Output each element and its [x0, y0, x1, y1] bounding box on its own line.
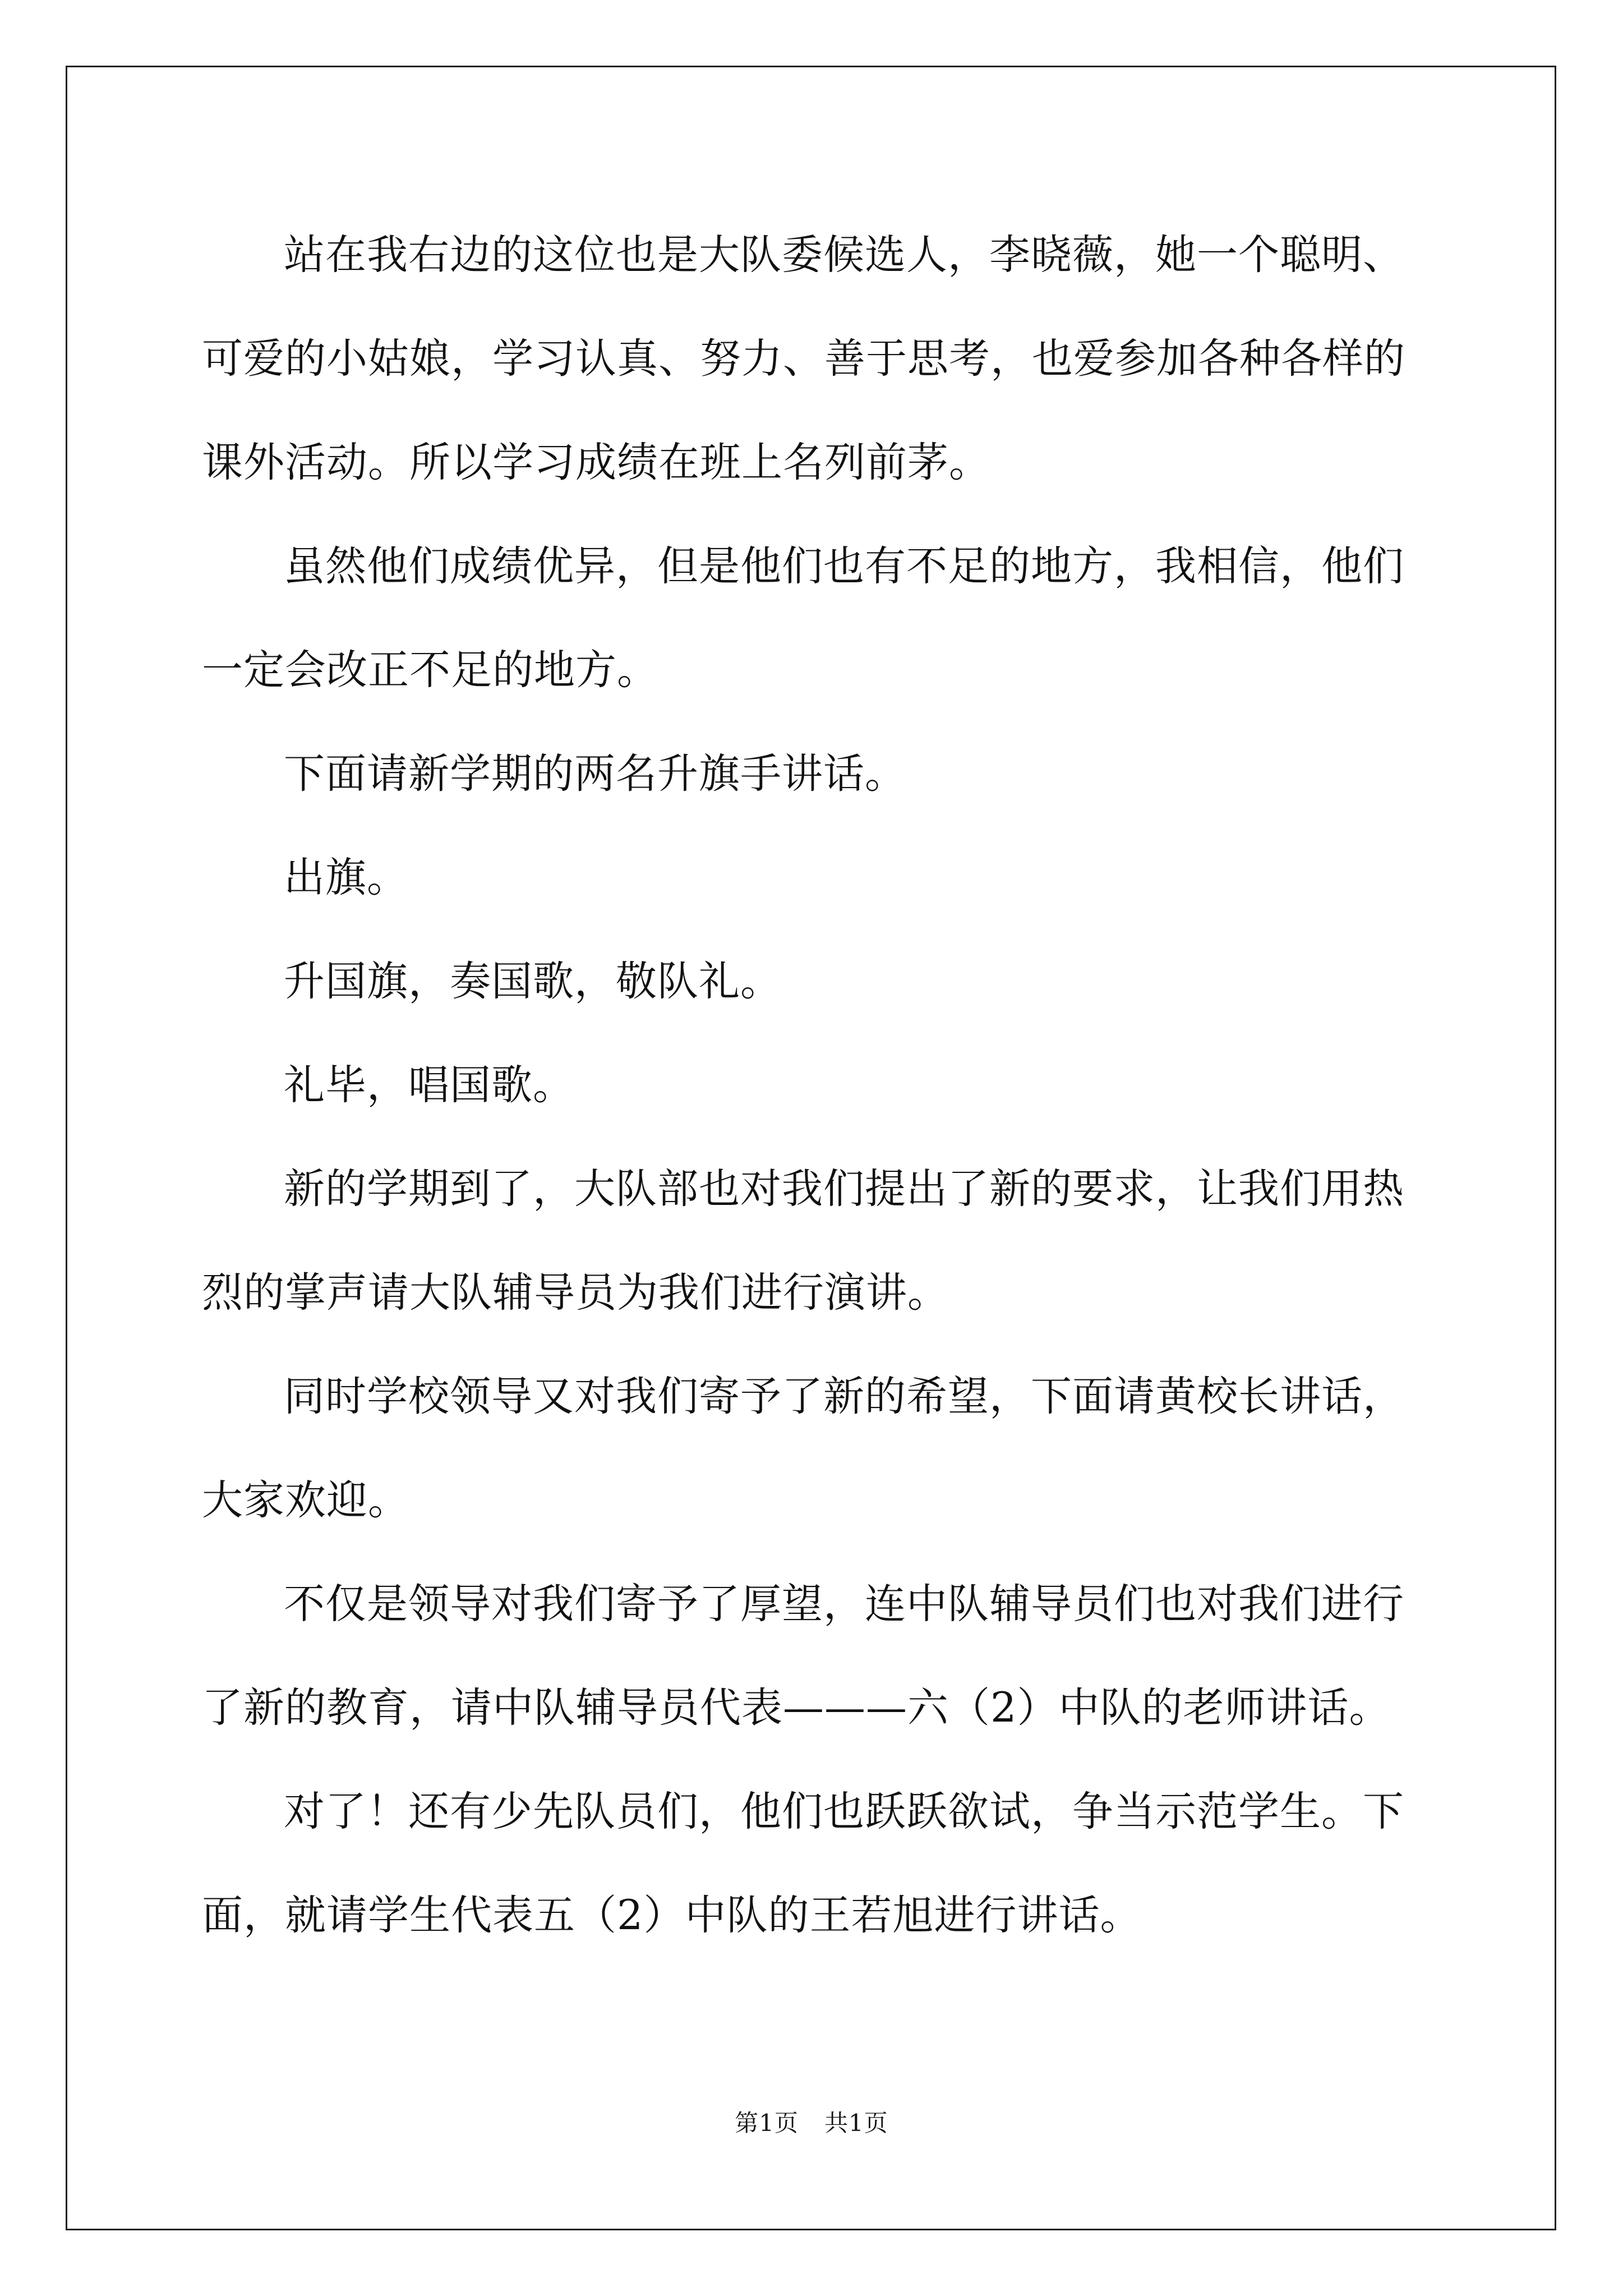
page-count: 共1页	[824, 2109, 888, 2137]
document-body	[202, 203, 1427, 1967]
paragraph: 不仅是领导对我们寄予了厚望，连中队辅导员们也对我们进行了新的教育，请中队辅导员代表———六（2）中队的老师讲话。	[202, 1580, 1404, 1732]
paragraph: 同时学校领导又对我们寄予了新的希望，下面请黄校长讲话，大家欢迎。	[202, 1373, 1404, 1524]
paragraph: 升国旗，奏国歌，敬队礼。	[284, 958, 782, 1005]
paragraph: 下面请新学期的两名升旗手讲话。	[284, 750, 906, 798]
page-footer	[0, 2105, 1623, 2138]
page-number: 第1页	[735, 2109, 799, 2137]
paragraph: 礼毕，唱国歌。	[284, 1061, 574, 1109]
paragraph: 对了！还有少先队员们，他们也跃跃欲试，争当示范学生。下面，就请学生代表五（2）中队的王若旭进行讲话。	[202, 1788, 1404, 1939]
paragraph: 新的学期到了，大队部也对我们提出了新的要求，让我们用热烈的掌声请大队辅导员为我们进行演讲。	[202, 1165, 1404, 1317]
paragraph: 出旗。	[284, 854, 408, 901]
paragraph: 站在我右边的这位也是大队委候选人，李晓薇，她一个聪明、可爱的小姑娘，学习认真、努力、善于思考，也爱参加各种各样的课外活动。所以学习成绩在班上名列前茅。	[202, 231, 1405, 486]
paragraph: 虽然他们成绩优异，但是他们也有不足的地方，我相信，他们一定会改正不足的地方。	[202, 542, 1404, 694]
